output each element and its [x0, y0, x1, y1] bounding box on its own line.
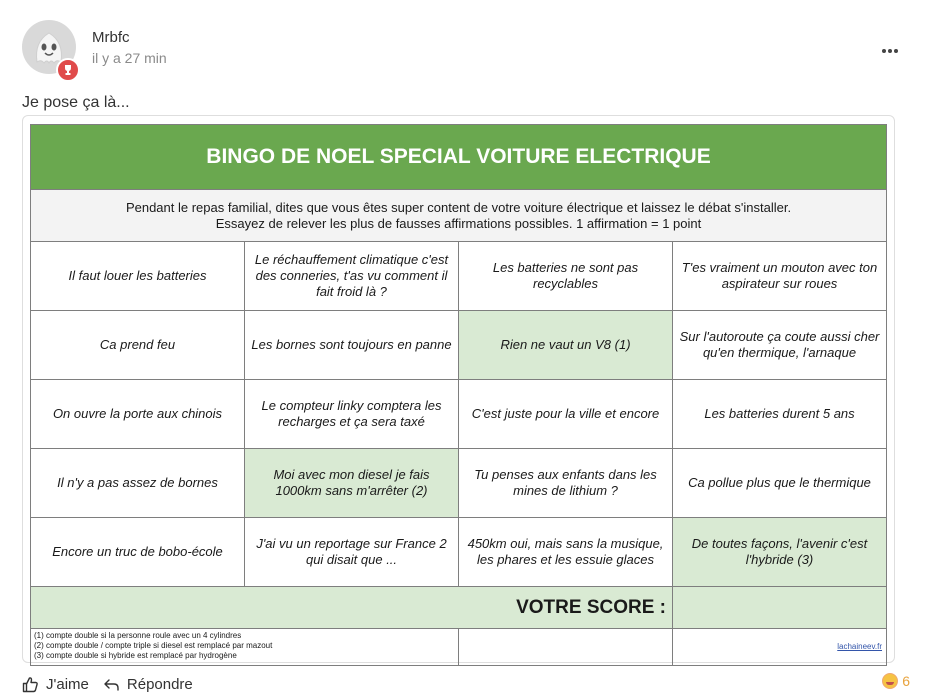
site-link: lachaineev.fr	[673, 629, 887, 666]
bingo-row	[31, 242, 887, 311]
bingo-cell: Les batteries ne sont pas recyclables	[459, 242, 673, 311]
bingo-row	[31, 449, 887, 518]
bingo-instructions	[31, 190, 887, 242]
bingo-cell: Ca prend feu	[31, 311, 245, 380]
footnote: (2) compte double / compte triple si diesel est remplacé par mazout	[34, 641, 273, 650]
bingo-cell: Il n'y a pas assez de bornes	[31, 449, 245, 518]
instructions-line-1: Pendant le repas familial, dites que vous êtes super content de votre voiture électrique et laissez le débat s'installer.	[125, 199, 792, 215]
bingo-cell: On ouvre la porte aux chinois	[31, 380, 245, 449]
post-timestamp: il y a 27 min	[92, 50, 167, 66]
bingo-cell-highlighted: De toutes façons, l'avenir c'est l'hybride (3)	[673, 518, 887, 587]
dot	[882, 49, 886, 53]
bingo-row	[31, 518, 887, 587]
footnote: (1) compte double si la personne roule avec un 4 cylindres	[34, 631, 242, 640]
footnote: (3) compte double si hybride est remplacé par hydrogène	[34, 651, 237, 660]
dot	[894, 49, 898, 53]
bingo-title: BINGO DE NOEL SPECIAL VOITURE ELECTRIQUE	[31, 125, 887, 190]
post-text: Je pose ça là...	[22, 94, 130, 111]
thumbs-up-icon	[22, 676, 39, 693]
bingo-row	[31, 311, 887, 380]
bingo-cell: 450km oui, mais sans la musique, les phares et les essuie glaces	[459, 518, 673, 587]
score-cell	[673, 587, 887, 629]
bingo-cell: Les bornes sont toujours en panne	[245, 311, 459, 380]
bingo-cell: Le réchauffement climatique c'est des conneries, t'as vu comment il fait froid là ?	[245, 242, 459, 311]
reaction-count: 6	[902, 673, 910, 689]
bingo-cell: C'est juste pour la ville et encore	[459, 380, 673, 449]
more-options-icon[interactable]	[882, 40, 902, 52]
bingo-cell: J'ai vu un reportage sur France 2 qui disait que ...	[245, 518, 459, 587]
bingo-cell: Sur l'autoroute ça coute aussi cher qu'en thermique, l'arnaque	[673, 311, 887, 380]
bingo-cell: Les batteries durent 5 ans	[673, 380, 887, 449]
instructions-line-2: Essayez de relever les plus de fausses affirmations possibles. 1 affirmation = 1 point	[215, 215, 702, 231]
footnotes	[31, 629, 459, 666]
score-label: VOTRE SCORE :	[31, 587, 673, 629]
trophy-icon	[62, 64, 74, 76]
trophy-badge	[56, 58, 80, 82]
bingo-cell-highlighted: Rien ne vaut un V8 (1)	[459, 311, 673, 380]
bingo-cell: Tu penses aux enfants dans les mines de lithium ?	[459, 449, 673, 518]
bingo-cell: T'es vraiment un mouton avec ton aspirateur sur roues	[673, 242, 887, 311]
bingo-cell: Encore un truc de bobo-école	[31, 518, 245, 587]
bingo-card	[30, 124, 887, 666]
bingo-cell-highlighted: Moi avec mon diesel je fais 1000km sans m'arrêter (2)	[245, 449, 459, 518]
post-image[interactable]	[22, 115, 895, 663]
bingo-cell: Ca pollue plus que le thermique	[673, 449, 887, 518]
reply-button[interactable]	[103, 676, 193, 693]
bingo-cell: Il faut louer les batteries	[31, 242, 245, 311]
bingo-cell: Le compteur linky comptera les recharges et ça sera taxé	[245, 380, 459, 449]
reply-arrow-icon	[103, 676, 120, 693]
bingo-row	[31, 380, 887, 449]
laughing-emoji-icon	[882, 673, 898, 689]
like-label: J'aime	[46, 675, 89, 693]
empty-cell	[459, 629, 673, 666]
like-button[interactable]	[22, 676, 89, 693]
reply-label: Répondre	[126, 675, 193, 693]
post-actions	[22, 674, 207, 694]
dot	[888, 49, 892, 53]
reactions-summary[interactable]	[882, 673, 910, 689]
username[interactable]: Mrbfc	[92, 29, 130, 46]
